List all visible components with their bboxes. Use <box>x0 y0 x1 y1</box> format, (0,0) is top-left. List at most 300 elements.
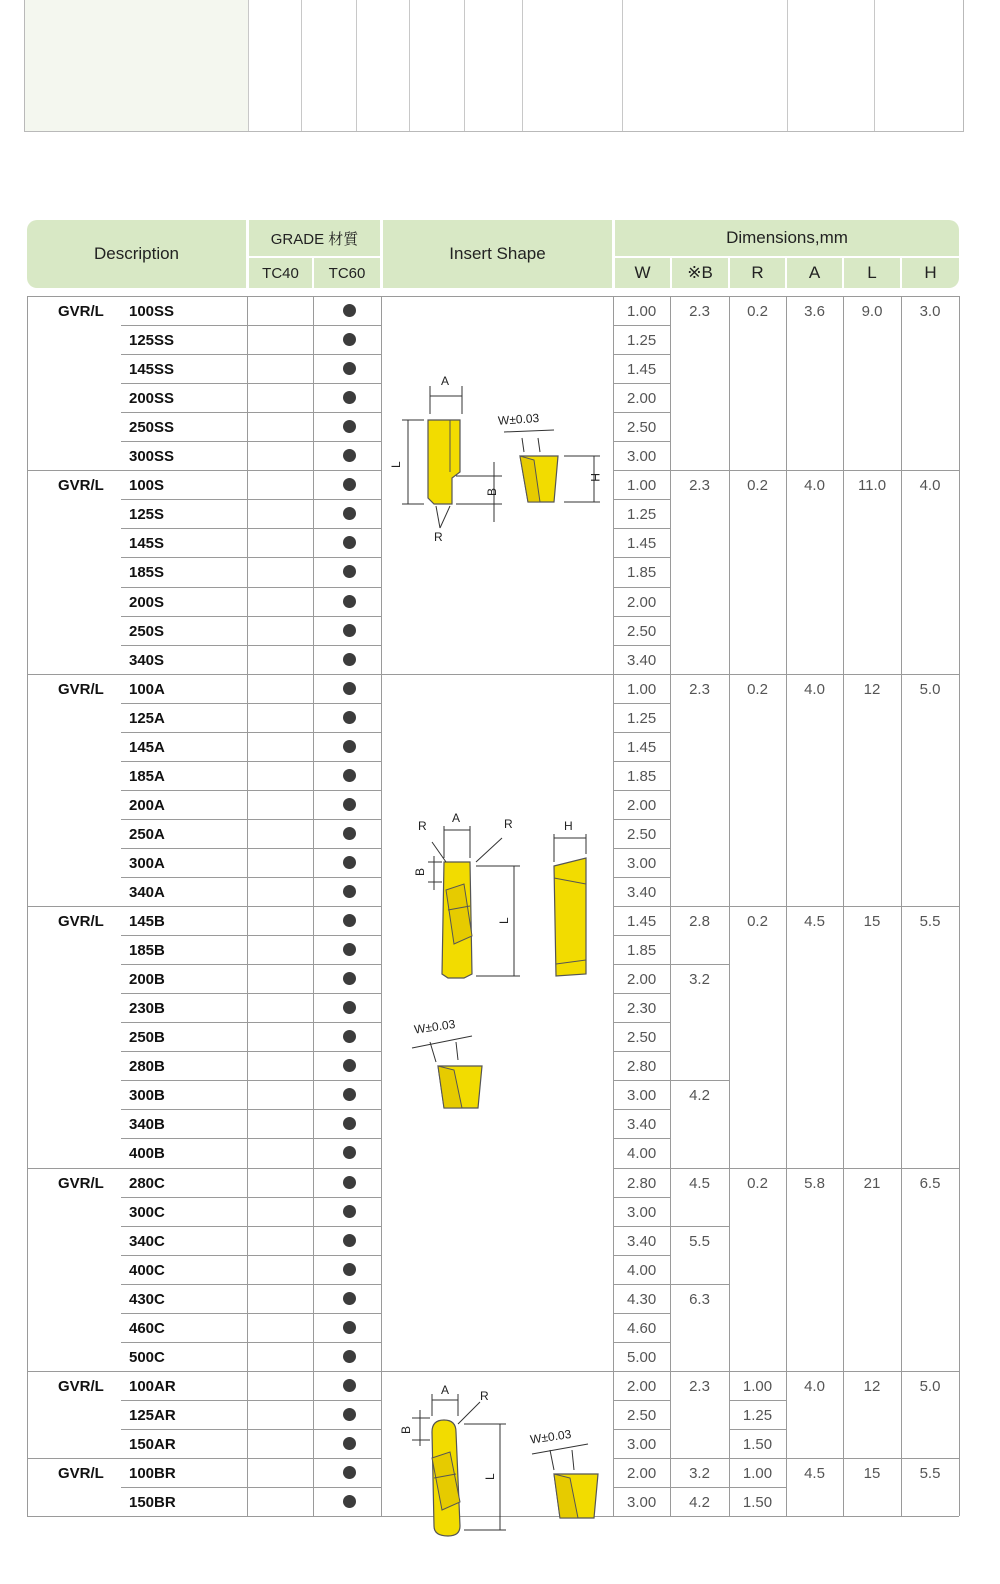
group-prefix: GVR/L <box>58 913 104 931</box>
row-divider <box>613 325 670 326</box>
tc60-availability-dot <box>343 1001 356 1014</box>
column-divider <box>901 296 902 1516</box>
product-code: 200S <box>129 593 165 611</box>
header-dim-h: H <box>902 258 959 288</box>
row-divider <box>121 790 381 791</box>
dim-w-value: 1.25 <box>627 709 657 727</box>
tc60-availability-dot <box>343 827 356 840</box>
row-divider <box>121 1429 381 1430</box>
product-code: 400B <box>129 1145 165 1163</box>
product-code: 145SS <box>129 361 175 379</box>
product-code: 145A <box>129 738 165 756</box>
tc60-availability-dot <box>343 1408 356 1421</box>
insert-side-view <box>389 374 502 544</box>
dim-w-value: 1.45 <box>627 913 657 931</box>
dim-w-value: 3.00 <box>627 1435 657 1453</box>
dim-w-value: 1.45 <box>627 535 657 553</box>
row-divider <box>670 964 729 965</box>
dim-w-value: 2.50 <box>627 1029 657 1047</box>
tc60-availability-dot <box>343 711 356 724</box>
dim-w-value: 3.40 <box>627 884 657 901</box>
row-divider <box>121 354 381 355</box>
header-insert-shape: Insert Shape <box>383 220 612 288</box>
group-prefix: GVR/L <box>58 1174 104 1192</box>
row-divider <box>121 1226 381 1227</box>
dim-label-w: W±0.03 <box>413 1016 457 1037</box>
shape-divider <box>381 1371 613 1372</box>
row-divider <box>613 1109 670 1110</box>
product-code: 250S <box>129 622 165 640</box>
dim-w-value: 1.85 <box>627 767 657 785</box>
dim-label-a: A <box>452 811 461 825</box>
dim-w-value: 2.00 <box>627 971 657 989</box>
row-divider <box>121 935 381 936</box>
row-divider <box>121 1313 381 1314</box>
row-divider <box>613 1080 670 1081</box>
tc60-availability-dot <box>343 682 356 695</box>
column-divider <box>613 296 614 1516</box>
product-code: 125S <box>129 506 165 524</box>
product-code: 250B <box>129 1029 165 1047</box>
group-divider <box>27 906 381 907</box>
row-divider <box>613 383 670 384</box>
dim-r-value: 1.50 <box>742 1494 773 1512</box>
product-code: 100BR <box>129 1465 176 1482</box>
row-divider <box>613 354 670 355</box>
dim-w-value: 1.45 <box>627 738 657 756</box>
header-dim-w: W <box>615 258 670 288</box>
dim-label-w: W±0.03 <box>497 410 540 428</box>
product-code: 300SS <box>129 448 175 466</box>
dim-label-l: L <box>497 917 511 924</box>
insert-front-view <box>529 1427 598 1518</box>
dim-a-value: 4.5 <box>804 913 825 931</box>
dim-w-value: 1.25 <box>627 332 657 350</box>
dim-h-value: 5.5 <box>919 913 941 931</box>
dim-w-value: 2.30 <box>627 1000 657 1018</box>
row-divider <box>121 325 381 326</box>
tc60-availability-dot <box>343 885 356 898</box>
dim-a-value: 4.0 <box>804 680 825 698</box>
tc60-availability-dot <box>343 391 356 404</box>
dim-a-value: 4.0 <box>804 1377 825 1395</box>
dim-l-value: 15 <box>863 1465 881 1482</box>
group-prefix: GVR/L <box>58 477 104 495</box>
group-prefix: GVR/L <box>58 1377 104 1395</box>
dim-h-value: 5.0 <box>919 680 941 698</box>
row-divider <box>121 528 381 529</box>
dim-b-value: 4.2 <box>689 1087 710 1105</box>
product-code: 185A <box>129 767 165 785</box>
row-divider <box>613 557 670 558</box>
tc60-availability-dot <box>343 769 356 782</box>
insert-diagram-abc <box>384 678 612 1368</box>
header-description: Description <box>27 220 246 288</box>
row-divider <box>670 1080 729 1081</box>
product-code: 150BR <box>129 1494 176 1512</box>
dim-r-value: 0.2 <box>747 477 768 495</box>
dim-b-value: 3.2 <box>689 1465 710 1482</box>
shape-divider <box>381 674 613 675</box>
dim-w-value: 4.00 <box>627 1261 657 1279</box>
tc60-availability-dot <box>343 1350 356 1363</box>
row-divider <box>613 441 670 442</box>
group-divider <box>27 674 381 675</box>
dim-w-value: 1.85 <box>627 564 657 582</box>
product-code: 250SS <box>129 419 175 437</box>
row-divider <box>613 964 670 965</box>
dim-a-value: 3.6 <box>804 303 825 320</box>
tc60-availability-dot <box>343 362 356 375</box>
dim-w-value: 4.30 <box>627 1290 657 1308</box>
dim-r-value: 0.2 <box>747 680 768 698</box>
product-code: 100S <box>129 477 165 495</box>
dim-w-value: 5.00 <box>627 1348 657 1366</box>
tc60-availability-dot <box>343 1437 356 1450</box>
tc60-availability-dot <box>343 856 356 869</box>
dim-b-value: 2.3 <box>689 303 710 320</box>
product-code: 145B <box>129 913 165 931</box>
tc60-availability-dot <box>343 1466 356 1479</box>
row-divider <box>121 1197 381 1198</box>
dim-a-value: 4.5 <box>804 1465 825 1482</box>
row-divider <box>613 1400 670 1401</box>
tc60-availability-dot <box>343 1234 356 1247</box>
product-code: 340A <box>129 884 165 901</box>
dim-h-value: 3.0 <box>919 303 941 320</box>
row-divider <box>121 441 381 442</box>
dim-label-h: H <box>588 473 602 482</box>
row-divider <box>613 819 670 820</box>
row-divider <box>121 645 381 646</box>
column-divider <box>786 296 787 1516</box>
row-divider <box>613 1429 670 1430</box>
dim-label-b: B <box>413 867 427 876</box>
group-divider <box>27 1168 381 1169</box>
header-grade: GRADE 材質 <box>249 220 380 256</box>
dim-label-a: A <box>441 374 450 388</box>
tc60-availability-dot <box>343 565 356 578</box>
header-dim-r: R <box>730 258 785 288</box>
dim-w-value: 2.00 <box>627 593 657 611</box>
tc60-availability-dot <box>343 972 356 985</box>
dim-w-value: 1.00 <box>627 477 657 495</box>
dim-label-h: H <box>564 819 573 833</box>
dim-w-value: 2.50 <box>627 825 657 843</box>
dim-r-value: 0.2 <box>747 1174 768 1192</box>
dim-w-value: 1.00 <box>627 303 657 320</box>
dim-w-value: 3.40 <box>627 1232 657 1250</box>
dim-w-value: 3.40 <box>627 651 657 669</box>
product-code: 145S <box>129 535 165 553</box>
row-divider <box>121 1255 381 1256</box>
dim-w-value: 3.00 <box>627 1494 657 1512</box>
dim-r-value: 0.2 <box>747 913 768 931</box>
dim-a-value: 5.8 <box>804 1174 825 1192</box>
row-divider <box>121 557 381 558</box>
dim-w-value: 1.85 <box>627 942 657 960</box>
dim-l-value: 9.0 <box>861 303 883 320</box>
tc60-availability-dot <box>343 1205 356 1218</box>
row-divider <box>613 1226 670 1227</box>
product-code: 185B <box>129 942 165 960</box>
insert-front-view <box>498 411 602 502</box>
column-divider <box>247 296 248 1516</box>
dim-h-value: 4.0 <box>919 477 941 495</box>
row-divider <box>613 645 670 646</box>
dim-label-r: R <box>504 817 513 831</box>
tc60-availability-dot <box>343 1176 356 1189</box>
row-divider <box>121 877 381 878</box>
tc60-availability-dot <box>343 1321 356 1334</box>
row-divider <box>121 732 381 733</box>
dim-r-value: 1.25 <box>742 1406 773 1424</box>
header-dim-l: L <box>844 258 900 288</box>
tc60-availability-dot <box>343 624 356 637</box>
product-code: 300C <box>129 1203 165 1221</box>
dim-w-value: 1.00 <box>627 680 657 698</box>
row-divider <box>121 1342 381 1343</box>
dim-b-value: 2.3 <box>689 477 710 495</box>
header-grade-tc60: TC60 <box>314 258 380 288</box>
table-left-border <box>27 296 28 1516</box>
dim-w-value: 3.00 <box>627 854 657 872</box>
product-code: 340B <box>129 1116 165 1134</box>
dim-b-value: 4.5 <box>689 1174 710 1192</box>
dim-r-value: 1.00 <box>742 1465 773 1482</box>
row-divider <box>613 528 670 529</box>
tc60-availability-dot <box>343 420 356 433</box>
tc60-availability-dot <box>343 1030 356 1043</box>
dim-w-value: 2.00 <box>627 1465 657 1482</box>
dim-b-value: 2.8 <box>689 913 710 931</box>
product-code: 185S <box>129 564 165 582</box>
header-dim-a: A <box>787 258 842 288</box>
row-divider <box>613 1284 670 1285</box>
dim-w-value: 3.40 <box>627 1116 657 1134</box>
dim-label-r: R <box>418 819 427 833</box>
dim-w-value: 2.80 <box>627 1174 657 1192</box>
dim-h-value: 6.5 <box>919 1174 941 1192</box>
product-code: 150AR <box>129 1435 176 1453</box>
column-divider <box>381 296 382 1516</box>
dim-w-value: 4.60 <box>627 1319 657 1337</box>
dim-w-value: 2.50 <box>627 1406 657 1424</box>
tc60-availability-dot <box>343 507 356 520</box>
dim-label-l: L <box>389 461 403 468</box>
row-divider <box>613 1342 670 1343</box>
row-divider <box>670 1487 729 1488</box>
row-divider <box>613 1313 670 1314</box>
tc60-availability-dot <box>343 1117 356 1130</box>
tc60-availability-dot <box>343 536 356 549</box>
product-code: 340S <box>129 651 165 669</box>
dim-label-r: R <box>434 530 443 544</box>
row-divider <box>121 1022 381 1023</box>
row-divider <box>613 1138 670 1139</box>
product-code: 100AR <box>129 1377 176 1395</box>
product-code: 500C <box>129 1348 165 1366</box>
row-divider <box>613 1197 670 1198</box>
row-divider <box>613 1255 670 1256</box>
row-divider <box>613 761 670 762</box>
dim-w-value: 3.00 <box>627 1087 657 1105</box>
group-prefix: GVR/L <box>58 303 104 320</box>
product-code: 125SS <box>129 332 175 350</box>
row-divider <box>121 1400 381 1401</box>
dim-w-value: 3.00 <box>627 448 657 466</box>
dim-r-value: 0.2 <box>747 303 768 320</box>
product-code: 200B <box>129 971 165 989</box>
column-divider <box>313 296 314 1516</box>
tc60-availability-dot <box>343 1292 356 1305</box>
row-divider <box>121 1284 381 1285</box>
product-code: 230B <box>129 1000 165 1018</box>
dim-b-value: 5.5 <box>689 1232 710 1250</box>
header-grade-tc40: TC40 <box>249 258 312 288</box>
insert-side-view <box>399 1383 506 1536</box>
group-divider <box>27 470 381 471</box>
tc60-availability-dot <box>343 304 356 317</box>
product-code: 280C <box>129 1174 165 1192</box>
dim-r-value: 1.00 <box>742 1377 773 1395</box>
tc60-availability-dot <box>343 914 356 927</box>
dim-label-w: W±0.03 <box>529 1426 573 1447</box>
dim-w-value: 2.50 <box>627 622 657 640</box>
dim-b-value: 2.3 <box>689 680 710 698</box>
row-divider <box>729 1487 786 1488</box>
group-divider <box>27 1458 381 1459</box>
dim-l-value: 11.0 <box>857 477 887 495</box>
product-code: 200A <box>129 796 165 814</box>
group-divider <box>27 1371 381 1372</box>
dim-w-value: 2.00 <box>627 796 657 814</box>
product-code: 280B <box>129 1058 165 1076</box>
product-code: 125A <box>129 709 165 727</box>
row-divider <box>613 1051 670 1052</box>
product-code: 100A <box>129 680 165 698</box>
tc60-availability-dot <box>343 1088 356 1101</box>
row-divider <box>613 993 670 994</box>
dim-b-value: 4.2 <box>689 1494 710 1512</box>
row-divider <box>121 1051 381 1052</box>
row-divider <box>613 499 670 500</box>
dim-r-value: 1.50 <box>742 1435 773 1453</box>
tc60-availability-dot <box>343 478 356 491</box>
row-divider <box>613 877 670 878</box>
row-divider <box>729 1429 786 1430</box>
product-code: 125AR <box>129 1406 176 1424</box>
product-code: 200SS <box>129 390 175 408</box>
tc60-availability-dot <box>343 449 356 462</box>
group-prefix: GVR/L <box>58 1465 104 1482</box>
row-divider <box>121 587 381 588</box>
dim-w-value: 2.80 <box>627 1058 657 1076</box>
dim-label-b: B <box>399 1425 413 1434</box>
product-code: 300B <box>129 1087 165 1105</box>
row-divider <box>121 383 381 384</box>
dim-w-value: 2.50 <box>627 419 657 437</box>
dim-h-value: 5.5 <box>919 1465 941 1482</box>
row-divider <box>670 1284 729 1285</box>
row-divider <box>613 616 670 617</box>
group-prefix: GVR/L <box>58 680 104 698</box>
column-divider <box>729 296 730 1516</box>
tc60-availability-dot <box>343 798 356 811</box>
column-divider <box>843 296 844 1516</box>
product-code: 100SS <box>129 303 175 320</box>
row-divider <box>121 964 381 965</box>
row-divider <box>121 1487 381 1488</box>
product-code: 340C <box>129 1232 165 1250</box>
row-divider <box>613 935 670 936</box>
tc60-availability-dot <box>343 653 356 666</box>
dim-label-a: A <box>441 1383 450 1397</box>
product-code: 400C <box>129 1261 165 1279</box>
row-divider <box>121 703 381 704</box>
row-divider <box>613 732 670 733</box>
row-divider <box>121 412 381 413</box>
dim-label-l: L <box>483 1473 497 1480</box>
row-divider <box>121 848 381 849</box>
header-dim-b: ※B <box>672 258 728 288</box>
row-divider <box>121 616 381 617</box>
insert-front-view <box>412 1017 482 1108</box>
row-divider <box>613 703 670 704</box>
column-divider <box>670 296 671 1516</box>
dim-w-value: 1.25 <box>627 506 657 524</box>
tc60-availability-dot <box>343 1379 356 1392</box>
dim-b-value: 6.3 <box>689 1290 710 1308</box>
product-code: 250A <box>129 825 165 843</box>
row-divider <box>121 1109 381 1110</box>
dim-label-b: B <box>485 487 499 496</box>
tc60-availability-dot <box>343 943 356 956</box>
dim-b-value: 2.3 <box>689 1377 710 1395</box>
table-right-border <box>959 296 960 1516</box>
dim-h-value: 5.0 <box>919 1377 941 1395</box>
row-divider <box>613 1487 670 1488</box>
dim-label-r: R <box>480 1389 489 1403</box>
insert-diagram-s <box>384 296 612 674</box>
dim-b-value: 3.2 <box>689 971 710 989</box>
dim-l-value: 21 <box>863 1174 881 1192</box>
tc60-availability-dot <box>343 333 356 346</box>
product-code: 300A <box>129 854 165 872</box>
dim-w-value: 1.45 <box>627 361 657 379</box>
insert-diagram-ar-br <box>384 1374 612 1548</box>
row-divider <box>613 790 670 791</box>
tc60-availability-dot <box>343 1059 356 1072</box>
product-code: 460C <box>129 1319 165 1337</box>
dim-l-value: 12 <box>863 1377 881 1395</box>
row-divider <box>613 848 670 849</box>
insert-side-view <box>413 811 520 978</box>
row-divider <box>121 1080 381 1081</box>
dim-w-value: 3.00 <box>627 1203 657 1221</box>
tc60-availability-dot <box>343 1263 356 1276</box>
tc60-availability-dot <box>343 595 356 608</box>
dim-w-value: 4.00 <box>627 1145 657 1163</box>
dim-l-value: 15 <box>863 913 881 931</box>
tc60-availability-dot <box>343 1146 356 1159</box>
dim-l-value: 12 <box>863 680 881 698</box>
row-divider <box>121 761 381 762</box>
row-divider <box>121 819 381 820</box>
insert-end-view <box>554 819 586 976</box>
row-divider <box>613 1022 670 1023</box>
row-divider <box>121 993 381 994</box>
